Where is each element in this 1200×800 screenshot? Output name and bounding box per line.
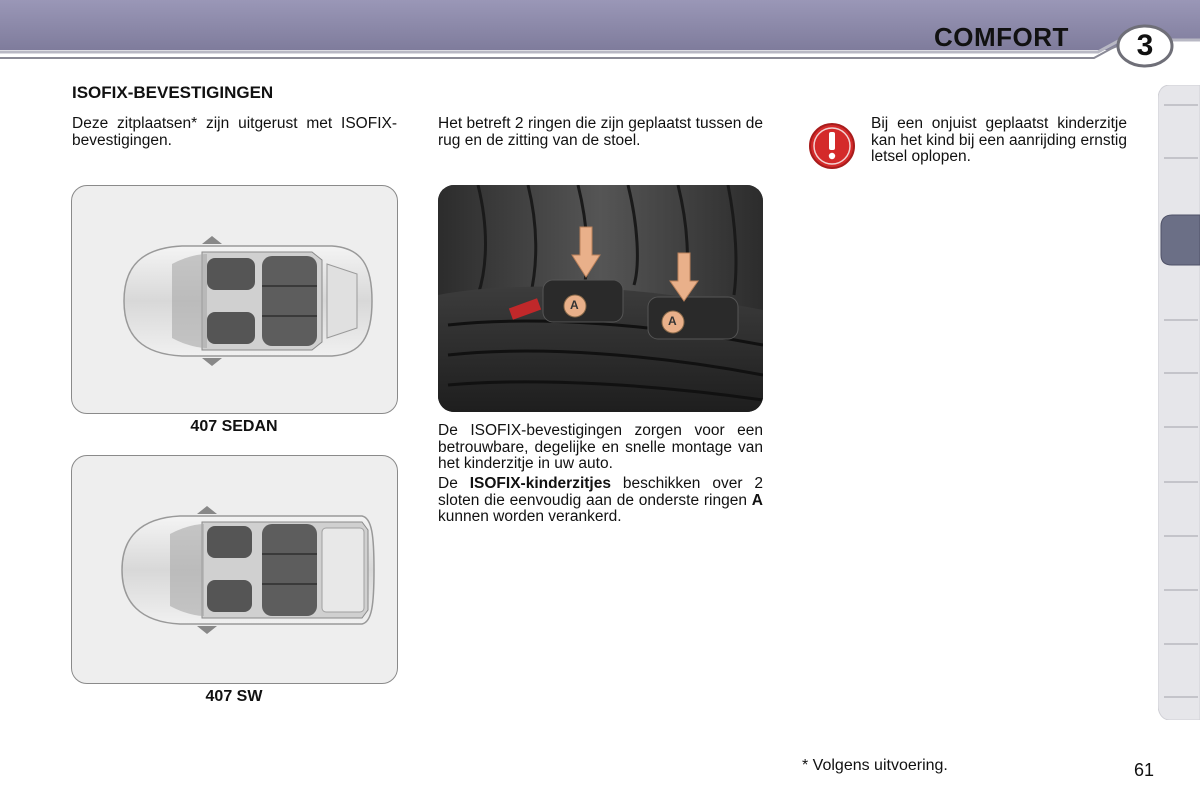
ring-a-label-2: A — [668, 314, 677, 328]
tab-chapter-3[interactable] — [1158, 215, 1200, 265]
ring-a-reference: A — [751, 491, 763, 509]
page-header — [0, 0, 1200, 62]
isofix-description: De ISOFIX-bevestigingen zorgen voor een betrouwbare, degelijke en snelle montage van het kinderzitje in uw auto. — [438, 422, 763, 472]
para2-text-1: De — [438, 475, 470, 492]
isofix-seat-description — [438, 476, 763, 526]
section-heading: ISOFIX-BEVESTIGINGEN — [72, 83, 274, 102]
sedan-car-top-view — [72, 186, 397, 413]
chapter-title: COMFORT — [934, 22, 1069, 52]
rings-description: Het betreft 2 ringen die zijn geplaatst tussen de rug en de zitting van de stoel. — [438, 115, 763, 149]
isofix-rings-photo — [438, 185, 763, 412]
sw-illustration — [71, 455, 398, 684]
ring-a-label-1: A — [570, 298, 579, 312]
para2-text-2: beschikken over 2 sloten die eenvoudig aan de onderste ringen — [438, 475, 763, 509]
chapter-number: 3 — [1136, 29, 1154, 62]
para2-text-3: kunnen worden verankerd. — [438, 508, 622, 525]
footnote: * Volgens uitvoering. — [802, 757, 948, 774]
page-number: 61 — [1134, 760, 1155, 780]
exclamation-warning-icon — [808, 121, 856, 171]
sedan-illustration — [71, 185, 398, 414]
caption-407-sedan: 407 SEDAN — [190, 418, 278, 435]
rear-seat-photo — [438, 185, 763, 412]
intro-text: Deze zitplaatsen* zijn uitgerust met ISOFIX-bevestigingen. — [72, 115, 397, 149]
sw-car-top-view — [72, 456, 397, 683]
isofix-kinderzitjes-term: ISOFIX-kinderzitjes — [469, 475, 611, 492]
caption-407-sw: 407 SW — [205, 688, 263, 705]
warning-text: Bij een onjuist geplaatst kinderzitje kan het kind bij een aanrijding ernstig letsel oplopen. — [871, 115, 1127, 165]
chapter-tab-sidebar — [1158, 85, 1200, 720]
